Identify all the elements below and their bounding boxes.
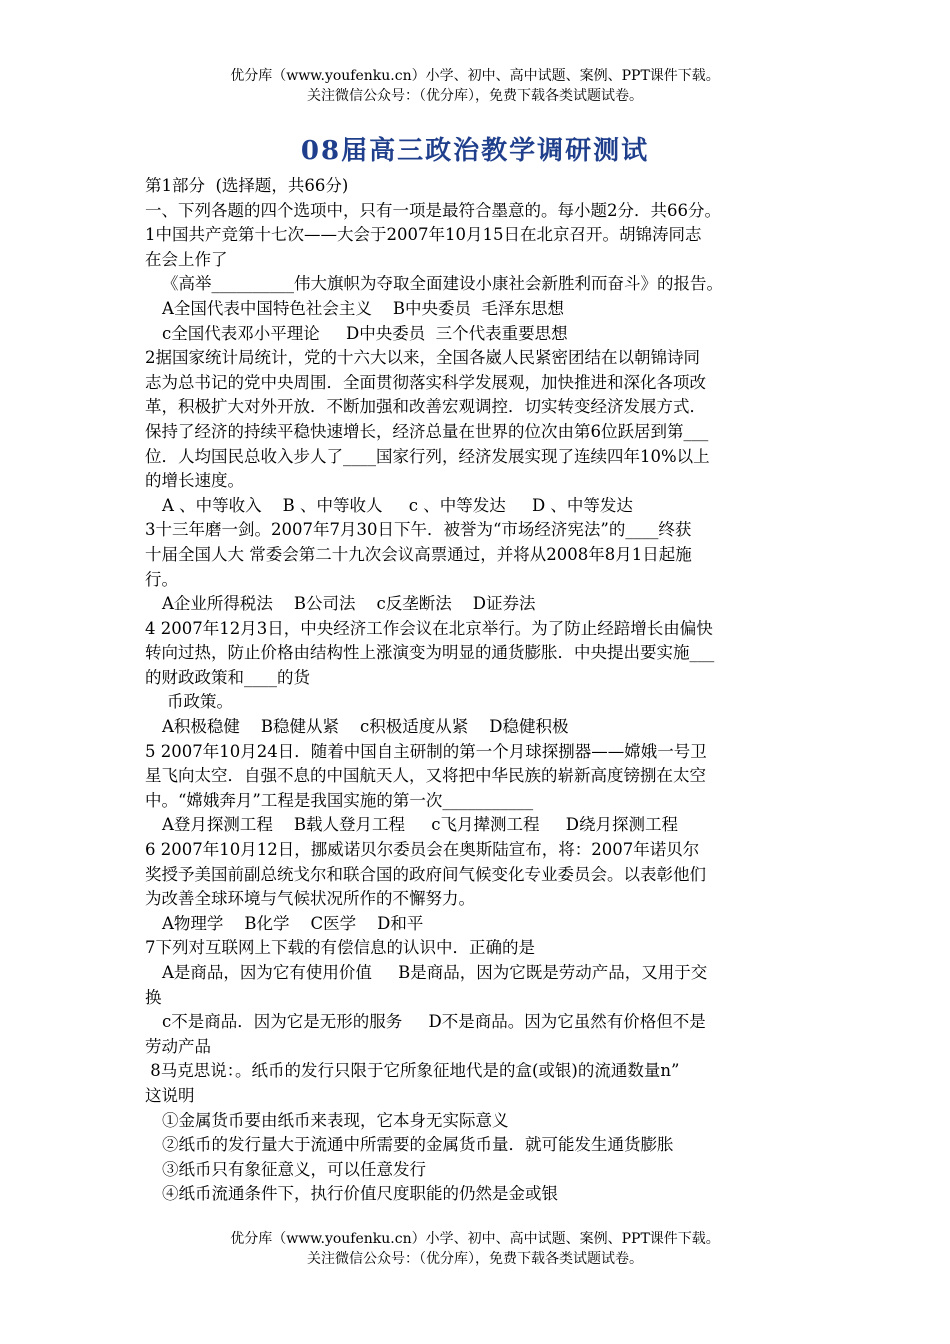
question-6-text: 为改善全球环境与气候状况所作的不懈努力。 [145, 889, 475, 909]
question-8-text: 这说明 [145, 1085, 195, 1105]
question-8-text: 8马克思说：。纸币的发行只限于它所象征地代是的盒(或银)的流通数量n” [145, 1061, 680, 1081]
question-5-text: 中。“嫦娥奔月”工程是我国实施的第一次___________ [145, 790, 534, 810]
question-4-text: 币政策。 [167, 692, 233, 712]
question-7-options: c不是商品．因为它是无形的服务 D不是商品。因为它虽然有价格但不是 [162, 1012, 706, 1032]
question-6-text: 6 2007年10月12日，挪威诺贝尔委员会在奥斯陆宣布，将：2007年诺贝尔 [145, 840, 700, 860]
question-5-text: 星飞向太空．自强不息的中国航天人，又将把中华民族的崭新高度镑捌在太空 [145, 766, 706, 786]
question-2-text: 保持了经济的持续平稳快速增长，经济总量在世界的位次由第6位跃居到第___ [145, 421, 709, 441]
question-5-text: 5 2007年10月24日．随着中国自主研制的第一个月球探捌器——嫦娥一号卫 [145, 741, 707, 761]
footer-line-2: 关注微信公众号：（优分库），免费下载各类试题试卷。 [307, 1251, 643, 1267]
question-8-statement: ①金属货币要由纸币来表现，它本身无实际意义 [162, 1110, 509, 1130]
exam-title: 08届高三政治教学调研测试 [300, 136, 650, 166]
question-6-text: 奖授予美国前副总统戈尔和联合国的政府间气候变化专业委员会。以表彰他们 [145, 864, 706, 884]
exam-body [145, 174, 820, 1207]
question-1-text: 《高举__________伟大旗帜为夺取全面建设小康社会新胜利而奋斗》的报告。 [162, 274, 723, 294]
question-2-text: 2据国家统计局统计，党的十六大以来，全国各崴人民紧密团结在以朝锦诗同 [145, 348, 700, 368]
footer-line-1: 优分库（www.youfenku.cn）小学、初中、高中试题、案例、PPT课件下载。 [230, 1231, 720, 1247]
question-8-statement: ②纸币的发行量大于流通中所需要的金属货币量．就可能发生通货膨胀 [162, 1135, 674, 1155]
question-7-options: 劳动产品 [145, 1036, 211, 1056]
question-7-options: A是商品，因为它有使用价值 B是商品，因为它既是劳动产品，又用于交 [162, 963, 708, 982]
question-2-options: A 、中等收入 B 、中等收人 c 、中等发达 D 、中等发达 [162, 495, 633, 515]
page-header [0, 66, 950, 106]
question-1-text: 1中国共产竞第十七次——大会于2007年10月15日在北京召开。胡锦涛同志 [145, 225, 702, 245]
question-3-options: A企业所得税法 B公司法 c反垄断法 D证券法 [162, 594, 536, 614]
question-4-text: 的财政政策和____的货 [145, 667, 310, 687]
question-7-text: 7下列对互联网上下载的有偿信息的认识中．正确的是 [145, 938, 535, 958]
header-line-1: 优分库（www.youfenku.cn）小学、初中、高中试题、案例、PPT课件下载。 [230, 68, 720, 84]
question-1-text: 在会上作了 [145, 249, 228, 269]
question-3-text: 行。 [145, 569, 178, 589]
question-8-statement: ③纸币只有象征意义，可以任意发行 [162, 1159, 426, 1179]
header-line-2: 关注微信公众号：（优分库），免费下载各类试题试卷。 [307, 88, 643, 104]
question-1-options: A全国代表中国特色社会主义 B中央委员 毛泽东思想 [162, 298, 565, 318]
part-heading: 第1部分 (选择题，共66分) [145, 176, 349, 195]
question-3-text: 3十三年磨一剑。2007年7月30日下午．被誉为“市场经济宪法”的____终获 [145, 520, 692, 540]
question-2-text: 位．人均国民总收入步人了____国家行列，经济发展实现了连续四年10%以上 [145, 446, 710, 466]
question-1-options: c全国代表邓小平理论 D中央委员 三个代表重要思想 [162, 323, 568, 343]
question-7-options: 换 [145, 987, 162, 1007]
question-2-text: 的增长速度。 [145, 471, 244, 491]
question-3-text: 十届全国人大 常委会第二十九次会议高票通过，并将从2008年8月1日起施 [145, 544, 692, 564]
question-8-statement: ④纸币流通条件下，执行价值尺度职能的仍然是金或银 [162, 1184, 558, 1204]
question-4-text: 转向过热，防止价格由结构性上涨演变为明显的通货膨胀．中央提出要实施___ [145, 643, 715, 663]
question-2-text: 志为总书记的党中央周围．全面贯彻落实科学发展观，加快推进和深化各项改 [145, 372, 706, 392]
question-4-options: A积极稳健 B稳健从紧 c积极适度从紧 D稳健积极 [162, 717, 569, 737]
question-6-options: A物理学 B化学 C医学 D和平 [162, 913, 424, 933]
question-5-options: A登月探测工程 B载人登月工程 c飞月撵测工程 D绕月探测工程 [162, 815, 678, 835]
section-instructions: 一、下列各题的四个选项中，只有一项是最符合墨意的。每小题2分．共66分。 [145, 200, 721, 220]
page-footer [0, 1229, 950, 1269]
question-4-text: 4 2007年12月3日，中央经济工作会议在北京举行。为了防止经踣增长由偏快 [145, 618, 713, 638]
question-2-text: 革，积极扩大对外开放．不断加强和改善宏观调控．切实转变经济发展方式． [145, 397, 706, 417]
